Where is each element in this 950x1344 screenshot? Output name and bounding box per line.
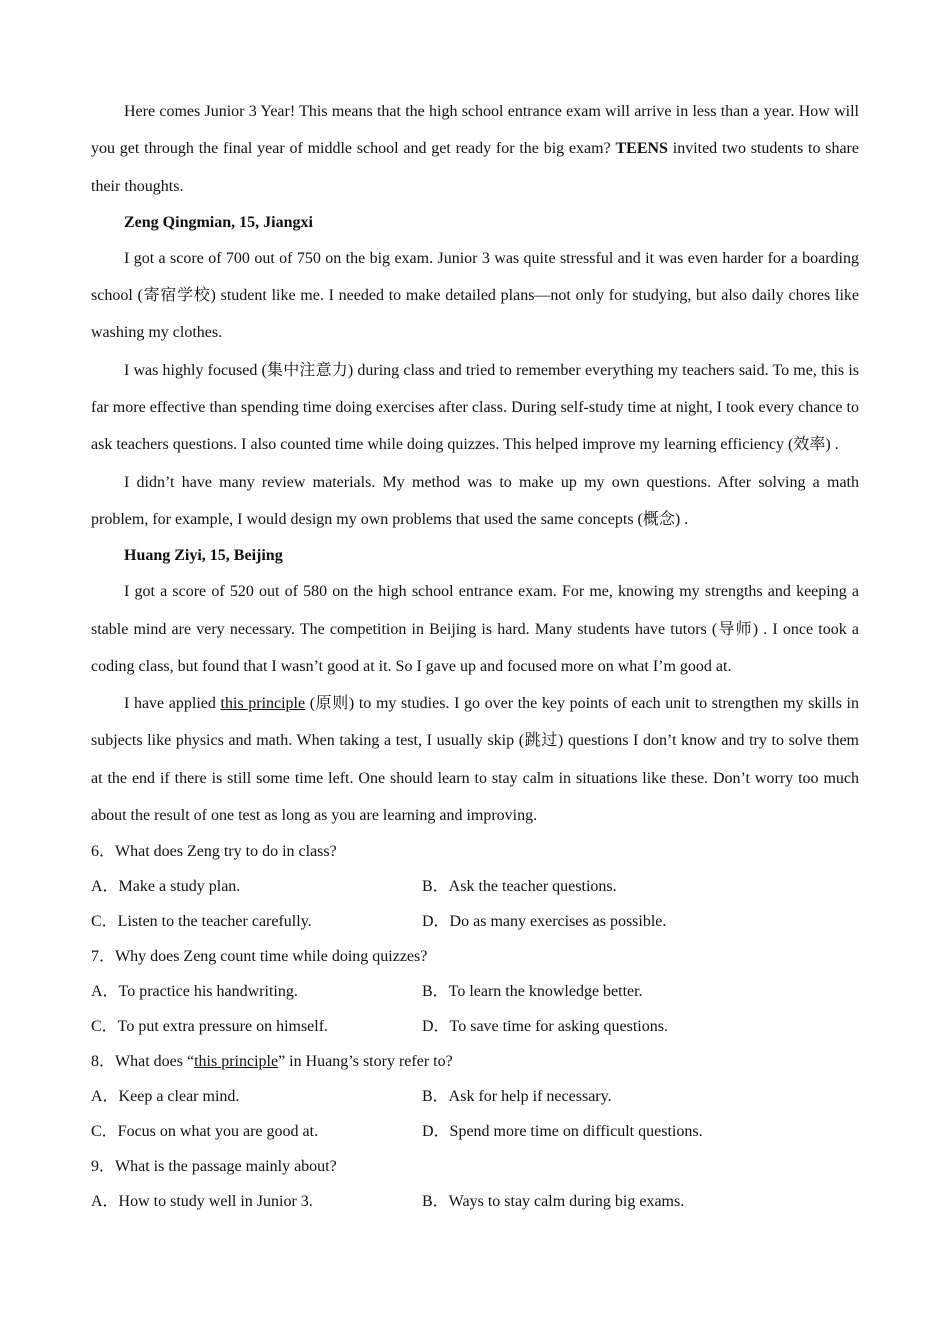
question-9 [91, 1149, 859, 1219]
huang-paragraph-2: I have applied this principle (原则) to my studies. I go over the key points of each unit to strengthen my skills in subjects like physics and math. When taking a test, I usually skip (跳过) questions I don’t know and try to solve them at the end if there is still some time left. One should learn to stay calm in situations like these. Don’t worry too much about the result of one test as long as you are learning and improving. [91, 695, 859, 825]
option-d: D．Spend more time on difficult questions. [422, 1123, 703, 1141]
teens-brand: TEENS [615, 140, 668, 158]
option-a: A．How to study well in Junior 3. [91, 1193, 313, 1211]
this-principle-underlined: this principle [220, 695, 306, 713]
question-stem: 8．What does “this principle” in Huang’s story refer to? [91, 1053, 453, 1071]
intro-paragraph: Here comes Junior 3 Year! This means that the high school entrance exam will arrive in less than a year. How will you get through the final year of middle school and get ready for the big exam? TEENS invited two students to share their thoughts. [91, 103, 859, 195]
question-stem: 9．What is the passage mainly about? [91, 1158, 337, 1176]
option-c: C．Focus on what you are good at. [91, 1123, 319, 1141]
option-d: D．Do as many exercises as possible. [422, 913, 667, 931]
question-6 [91, 834, 859, 939]
option-b: B．Ask for help if necessary. [422, 1088, 612, 1106]
zeng-heading: Zeng Qingmian, 15, Jiangxi [124, 213, 313, 231]
question-8 [91, 1044, 859, 1149]
document-page [91, 93, 859, 1219]
option-b: B．To learn the knowledge better. [422, 983, 643, 1001]
option-d: D．To save time for asking questions. [422, 1018, 668, 1036]
this-principle-underlined: this principle [194, 1053, 279, 1071]
zeng-paragraph-2: I was highly focused (集中注意力) during class and tried to remember everything my teachers said. To me, this is far more effective than spending time doing exercises after class. During self-study time at night, I took every chance to ask teachers questions. I also counted time while doing quizzes. This helped improve my learning efficiency (效率) . [91, 361, 859, 454]
option-c: C．Listen to the teacher carefully. [91, 913, 312, 931]
question-stem: 7．Why does Zeng count time while doing quizzes? [91, 948, 428, 966]
option-c: C．To put extra pressure on himself. [91, 1018, 329, 1036]
option-a: A．Keep a clear mind. [91, 1088, 240, 1106]
option-b: B．Ways to stay calm during big exams. [422, 1193, 685, 1211]
huang-paragraph-1: I got a score of 520 out of 580 on the high school entrance exam. For me, knowing my strengths and keeping a stable mind are very necessary. The competition in Beijing is hard. Many students have tutors (导师) . I once took a coding class, but found that I wasn’t good at it. So I gave up and focused more on what I’m good at. [91, 583, 859, 675]
question-7 [91, 939, 859, 1044]
option-b: B．Ask the teacher questions. [422, 878, 617, 896]
zeng-paragraph-3: I didn’t have many review materials. My method was to make up my own questions. After solving a math problem, for example, I would design my own problems that used the same concepts (概念) . [91, 473, 859, 528]
option-a: A．Make a study plan. [91, 878, 241, 896]
zeng-paragraph-1: I got a score of 700 out of 750 on the big exam. Junior 3 was quite stressful and it was even harder for a boarding school (寄宿学校) student like me. I needed to make detailed plans—not only for studying, but also daily chores like washing my clothes. [91, 249, 859, 342]
question-stem: 6．What does Zeng try to do in class? [91, 843, 337, 861]
huang-heading: Huang Ziyi, 15, Beijing [124, 547, 283, 565]
option-a: A．To practice his handwriting. [91, 983, 298, 1001]
